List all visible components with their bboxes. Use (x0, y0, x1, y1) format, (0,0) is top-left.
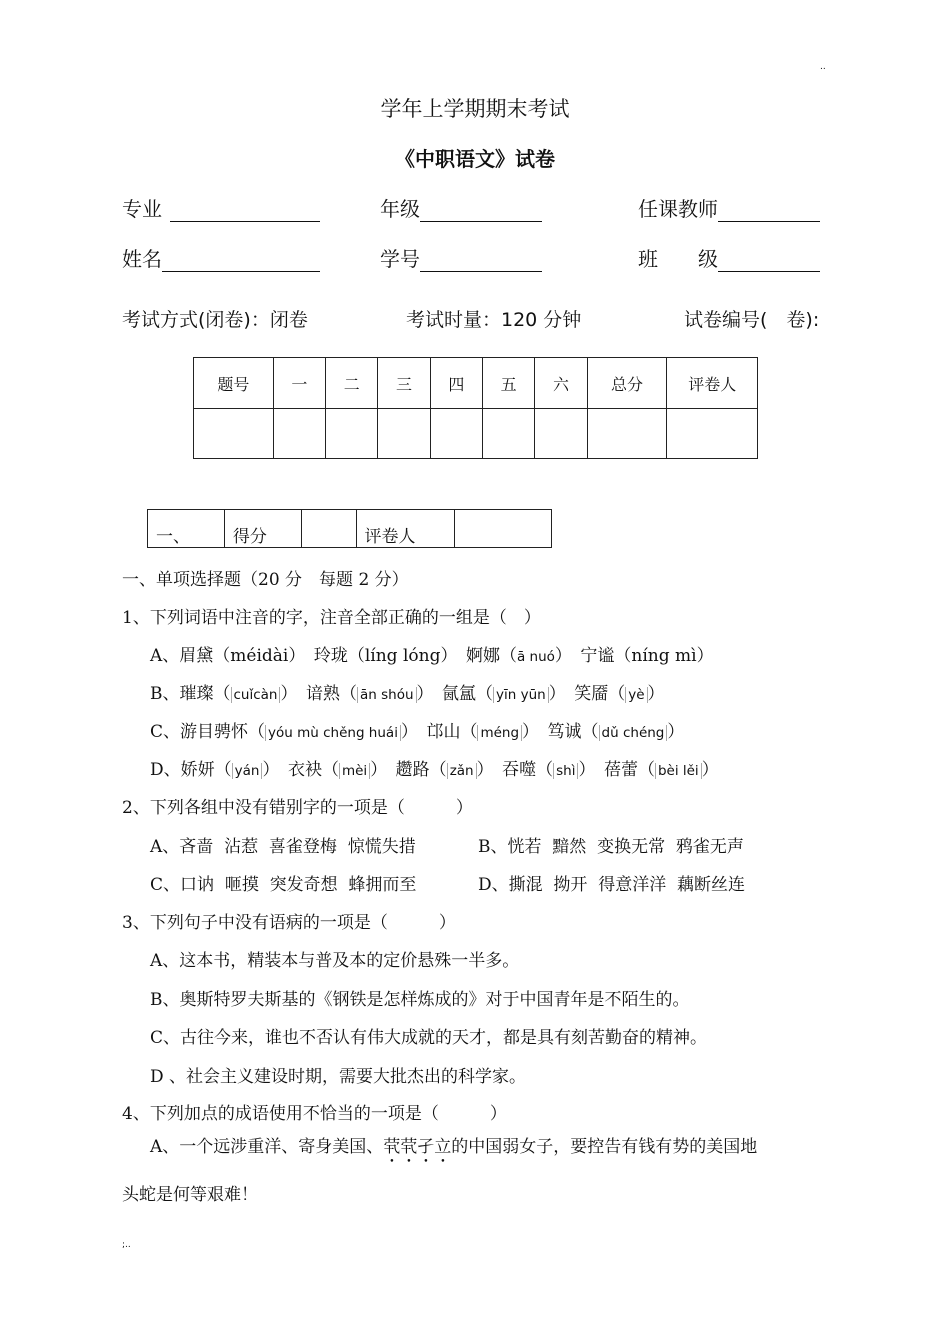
field-student-id-label: 学号 (380, 247, 420, 271)
exam-paper-number: 试卷编号( 卷): (684, 309, 820, 331)
q3-option-d: D 、社会主义建设时期，需要大批杰出的科学家。 (150, 1067, 527, 1087)
q4-option-a (150, 1132, 757, 1167)
q1-a-text-2: ） 玲珑（líng lóng） 婀娜（ (288, 646, 517, 666)
score-table (193, 357, 758, 459)
q1-b-pinyin-1: cuǐcàn (231, 687, 281, 703)
q1-stem: 1、下列词语中注音的字，注音全部正确的一组是（ ） (122, 608, 541, 628)
q1-b-text-4: ） 笑靥（ (548, 684, 626, 704)
q2-stem: 2、下列各组中没有错别字的一项是（ ） (122, 798, 473, 818)
q2-option-d: D、撕混 拗开 得意洋洋 藕断丝连 (478, 875, 746, 895)
field-grade (380, 193, 542, 222)
exam-title: 学年上学期期末考试 (380, 97, 570, 121)
q1-a-pinyin-1: méidài (230, 646, 289, 666)
section-score-cell[interactable] (301, 510, 356, 548)
q1-option-c (150, 717, 684, 742)
score-header-2: 二 (326, 358, 378, 409)
q1-d-pinyin-5: bèi lěi (655, 763, 702, 779)
field-major (122, 193, 320, 222)
score-header-3: 三 (378, 358, 430, 409)
q4-a-emphasized-idiom: 茕茕孑立 (383, 1137, 452, 1157)
q4-stem: 4、下列加点的成语使用不恰当的一项是（ ） (122, 1104, 507, 1124)
section-score-label: 得分 (224, 510, 301, 548)
field-teacher-label: 任课教师 (638, 197, 718, 221)
page-mark-bottom: ;.. (122, 1240, 131, 1250)
score-header-1: 一 (273, 358, 325, 409)
q1-a-text-3: ） 宁谧（níng mì） (554, 646, 714, 666)
q1-option-b (150, 679, 665, 704)
q1-d-text-4: ） 吞噬（ (476, 760, 554, 780)
q1-c-text-3: ） 笃诚（ (522, 722, 599, 742)
score-header-5: 五 (483, 358, 535, 409)
q2-option-a: A、吝啬 沾惹 喜雀登梅 惊慌失措 (150, 837, 416, 857)
score-table-value-row (194, 409, 758, 459)
score-header-4: 四 (430, 358, 482, 409)
q1-a-pinyin-2: ā nuó (516, 649, 555, 665)
score-cell[interactable] (430, 409, 482, 459)
field-name (122, 243, 320, 272)
q1-c-pinyin-1: yóu mù chěng huái (265, 725, 401, 741)
q4-a-text-1: A、一个远涉重洋、寄身美国、 (150, 1137, 384, 1157)
score-header-grader: 评卷人 (667, 358, 758, 409)
q1-d-pinyin-2: mèi (339, 763, 370, 779)
field-teacher (638, 193, 820, 222)
q3-option-b: B、奥斯特罗夫斯基的《钢铁是怎样炼成的》对于中国青年是不陌生的。 (150, 990, 690, 1010)
q1-b-pinyin-4: yè (625, 687, 647, 703)
q1-b-text-5: ） (647, 684, 665, 704)
score-header-6: 六 (535, 358, 587, 409)
q1-a-text: A、眉黛（ (150, 646, 231, 666)
field-grade-label: 年级 (380, 197, 420, 221)
score-cell[interactable] (667, 409, 758, 459)
q1-c-text-4: ） (667, 722, 685, 742)
q4-a-text-2: 的中国弱女子，要控告有钱有势的美国地 (451, 1137, 758, 1157)
q1-c-pinyin-3: dǔ chéng (599, 725, 668, 741)
q1-c-pinyin-2: méng (477, 725, 522, 741)
q1-d-text-6: ） (701, 760, 719, 780)
q1-option-d (150, 755, 719, 780)
score-header-total: 总分 (587, 358, 667, 409)
q2-option-c: C、口讷 咂摸 突发奇想 蜂拥而至 (150, 875, 417, 895)
q4-option-a-continued: 头蛇是何等艰难！ (122, 1185, 258, 1205)
q1-d-pinyin-3: zǎn (447, 763, 477, 779)
q1-c-text-1: C、游目骋怀（ (150, 722, 266, 742)
q3-stem: 3、下列句子中没有语病的一项是（ ） (122, 913, 456, 933)
exam-duration: 考试时量：120 分钟 (406, 309, 582, 331)
score-cell[interactable] (535, 409, 587, 459)
score-table-header-row (194, 358, 758, 409)
field-class-line[interactable] (718, 249, 820, 272)
field-major-label: 专业 (122, 197, 162, 221)
section-grader-cell[interactable] (455, 510, 552, 548)
section-heading: 一、单项选择题（20 分 每题 2 分） (122, 570, 409, 590)
score-cell[interactable] (273, 409, 325, 459)
q1-b-text-3: ） 氤氲（ (416, 684, 494, 704)
q1-c-text-2: ） 邙山（ (400, 722, 478, 742)
score-cell[interactable] (194, 409, 274, 459)
section-number: 一、 (148, 510, 225, 548)
score-header-question-no: 题号 (194, 358, 274, 409)
q1-b-pinyin-2: ān shóu (357, 687, 417, 703)
field-student-id (380, 243, 542, 272)
exam-subtitle: 《中职语文》试卷 (395, 147, 555, 171)
score-cell[interactable] (378, 409, 430, 459)
section-grader-box (147, 509, 552, 548)
q1-b-pinyin-3: yīn yūn (493, 687, 549, 703)
field-student-id-line[interactable] (420, 249, 542, 272)
q1-option-a (150, 641, 714, 666)
section-grader-label: 评卷人 (356, 510, 455, 548)
field-class (638, 243, 820, 272)
q1-d-pinyin-1: yán (232, 763, 263, 779)
q2-option-b: B、恍若 黯然 变换无常 鸦雀无声 (478, 837, 744, 857)
q1-d-text-2: ） 衣袂（ (262, 760, 339, 780)
field-name-line[interactable] (162, 249, 320, 272)
q1-d-pinyin-4: shì (553, 763, 578, 779)
exam-method: 考试方式(闭卷)：闭卷 (122, 309, 308, 331)
q1-b-text-1: B、璀璨（ (150, 684, 231, 704)
q3-option-c: C、古往今来，谁也不否认有伟大成就的天才，都是具有刻苦勤奋的精神。 (150, 1028, 708, 1048)
q1-d-text-5: ） 蓓蕾（ (578, 760, 655, 780)
field-grade-line[interactable] (420, 199, 542, 222)
score-cell[interactable] (587, 409, 667, 459)
score-cell[interactable] (326, 409, 378, 459)
q1-d-text-3: ） 趱路（ (370, 760, 447, 780)
q3-option-a: A、这本书，精装本与普及本的定价悬殊一半多。 (150, 951, 520, 971)
q1-b-text-2: ） 谙熟（ (280, 684, 357, 704)
field-major-line[interactable] (170, 199, 320, 222)
score-cell[interactable] (483, 409, 535, 459)
q1-d-text-1: D、娇妍（ (150, 760, 232, 780)
page-mark-top: .. (820, 62, 826, 72)
field-name-label: 姓名 (122, 247, 162, 271)
field-teacher-line[interactable] (718, 199, 820, 222)
field-class-label: 班 级 (638, 247, 718, 271)
